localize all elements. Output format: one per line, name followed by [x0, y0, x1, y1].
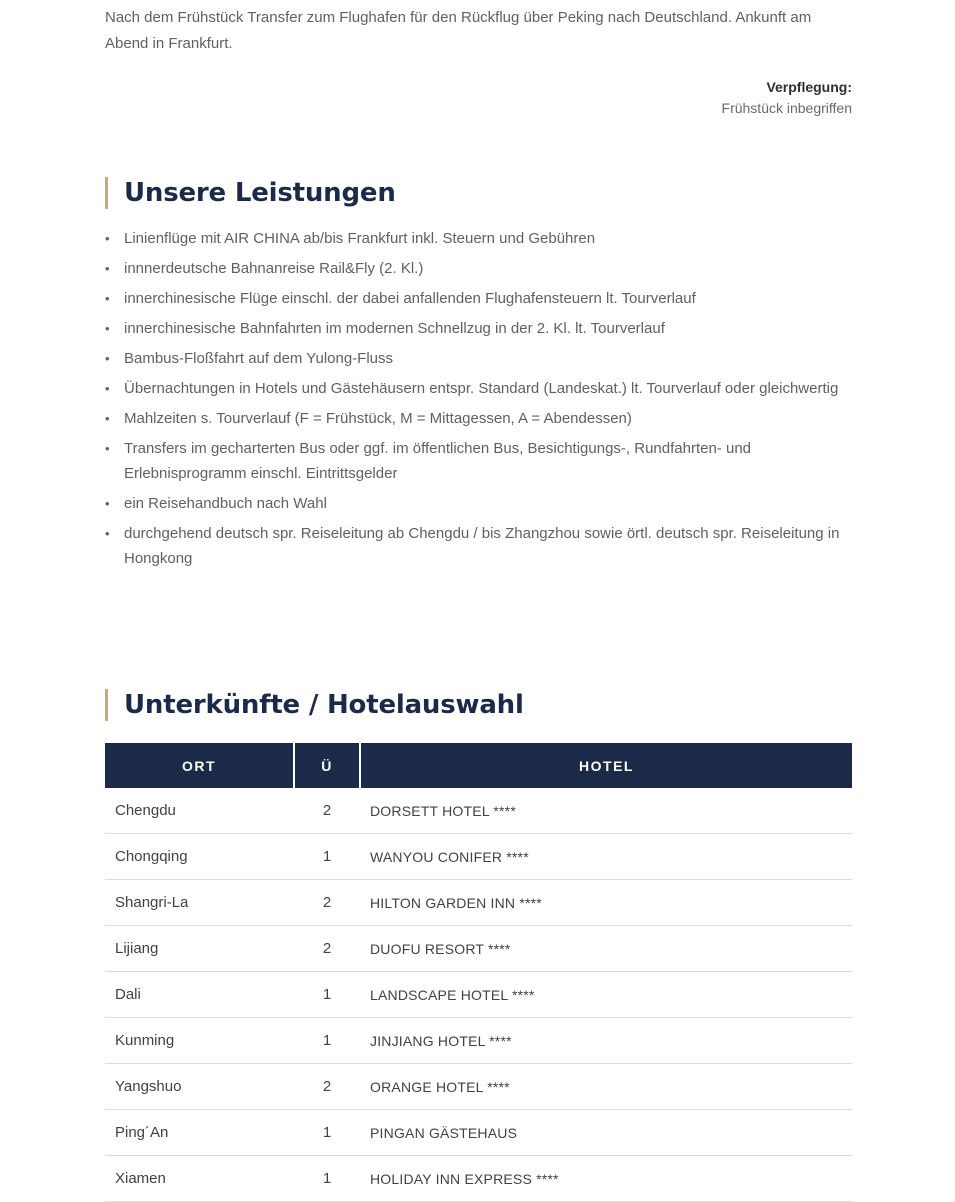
services-list-item: • durchgehend deutsch spr. Reiseleitung ab Chengdu / bis Zhangzhou sowie örtl. deutsch spr. Reiseleitung in Hongkong — [105, 521, 865, 571]
cell-hotel: WANYOU CONIFER **** — [360, 834, 852, 880]
column-header-hotel: HOTEL — [360, 743, 852, 788]
column-header-nights: Ü — [294, 743, 360, 788]
cell-ort: Chongqing — [105, 834, 294, 880]
table-row — [105, 1018, 852, 1064]
table-row — [105, 1064, 852, 1110]
services-list-item: • Linienflüge mit AIR CHINA ab/bis Frankfurt inkl. Steuern und Gebühren — [105, 226, 865, 251]
cell-hotel: DUOFU RESORT **** — [360, 926, 852, 972]
cell-ort: Dali — [105, 972, 294, 1018]
cell-ort: Shangri-La — [105, 880, 294, 926]
cell-nights: 1 — [294, 972, 360, 1018]
hotel-table-header-row — [105, 743, 852, 788]
services-list-item: • Bambus-Floßfahrt auf dem Yulong-Fluss — [105, 346, 865, 371]
cell-nights: 2 — [294, 788, 360, 834]
cell-nights: 1 — [294, 1110, 360, 1156]
cell-hotel: LANDSCAPE HOTEL **** — [360, 972, 852, 1018]
day-description: Nach dem Frühstück Transfer zum Flughafen für den Rückflug über Peking nach Deutschland. Ankunft am Abend in Frankfurt. — [105, 9, 812, 52]
meal-info — [722, 77, 852, 119]
services-list-item: • innerchinesische Flüge einschl. der dabei anfallenden Flughafensteuern lt. Tourverlauf — [105, 286, 865, 311]
cell-nights: 2 — [294, 880, 360, 926]
table-row — [105, 1110, 852, 1156]
hotels-heading: Unterkünfte / Hotelauswahl — [105, 689, 524, 721]
cell-ort: Yangshuo — [105, 1064, 294, 1110]
meal-label: Verpflegung: — [766, 79, 852, 95]
table-row — [105, 880, 852, 926]
cell-ort: Lijiang — [105, 926, 294, 972]
column-header-ort: ORT — [105, 743, 294, 788]
table-row — [105, 834, 852, 880]
services-list-item: • Übernachtungen in Hotels und Gästehäusern entspr. Standard (Landeskat.) lt. Tourverlauf oder gleichwertig — [105, 376, 865, 401]
cell-nights: 2 — [294, 1064, 360, 1110]
cell-hotel: PINGAN GÄSTEHAUS — [360, 1110, 852, 1156]
table-row — [105, 1156, 852, 1202]
services-heading: Unsere Leistungen — [105, 177, 396, 209]
cell-hotel: DORSETT HOTEL **** — [360, 788, 852, 834]
meal-value: Frühstück inbegriffen — [721, 100, 852, 116]
cell-hotel: ORANGE HOTEL **** — [360, 1064, 852, 1110]
services-list-item: • innnerdeutsche Bahnanreise Rail&Fly (2. Kl.) — [105, 256, 865, 281]
table-row — [105, 972, 852, 1018]
services-list-item: • Mahlzeiten s. Tourverlauf (F = Frühstück, M = Mittagessen, A = Abendessen) — [105, 406, 865, 431]
cell-ort: Xiamen — [105, 1156, 294, 1202]
services-list — [105, 226, 865, 576]
table-row — [105, 788, 852, 834]
cell-nights: 1 — [294, 834, 360, 880]
table-row — [105, 926, 852, 972]
services-list-item: • Transfers im gecharterten Bus oder ggf. im öffentlichen Bus, Besichtigungs-, Rundfahrten- und Erlebnisprogramm einschl. Eintrittsgelder — [105, 436, 865, 486]
hotel-table — [105, 743, 852, 1202]
cell-nights: 1 — [294, 1156, 360, 1202]
cell-nights: 2 — [294, 926, 360, 972]
services-list-item: • innerchinesische Bahnfahrten im modernen Schnellzug in der 2. Kl. lt. Tourverlauf — [105, 316, 865, 341]
cell-hotel: HOLIDAY INN EXPRESS **** — [360, 1156, 852, 1202]
cell-ort: Ping´An — [105, 1110, 294, 1156]
cell-nights: 1 — [294, 1018, 360, 1064]
cell-hotel: JINJIANG HOTEL **** — [360, 1018, 852, 1064]
cell-hotel: HILTON GARDEN INN **** — [360, 880, 852, 926]
cell-ort: Kunming — [105, 1018, 294, 1064]
services-list-item: • ein Reisehandbuch nach Wahl — [105, 491, 865, 516]
cell-ort: Chengdu — [105, 788, 294, 834]
